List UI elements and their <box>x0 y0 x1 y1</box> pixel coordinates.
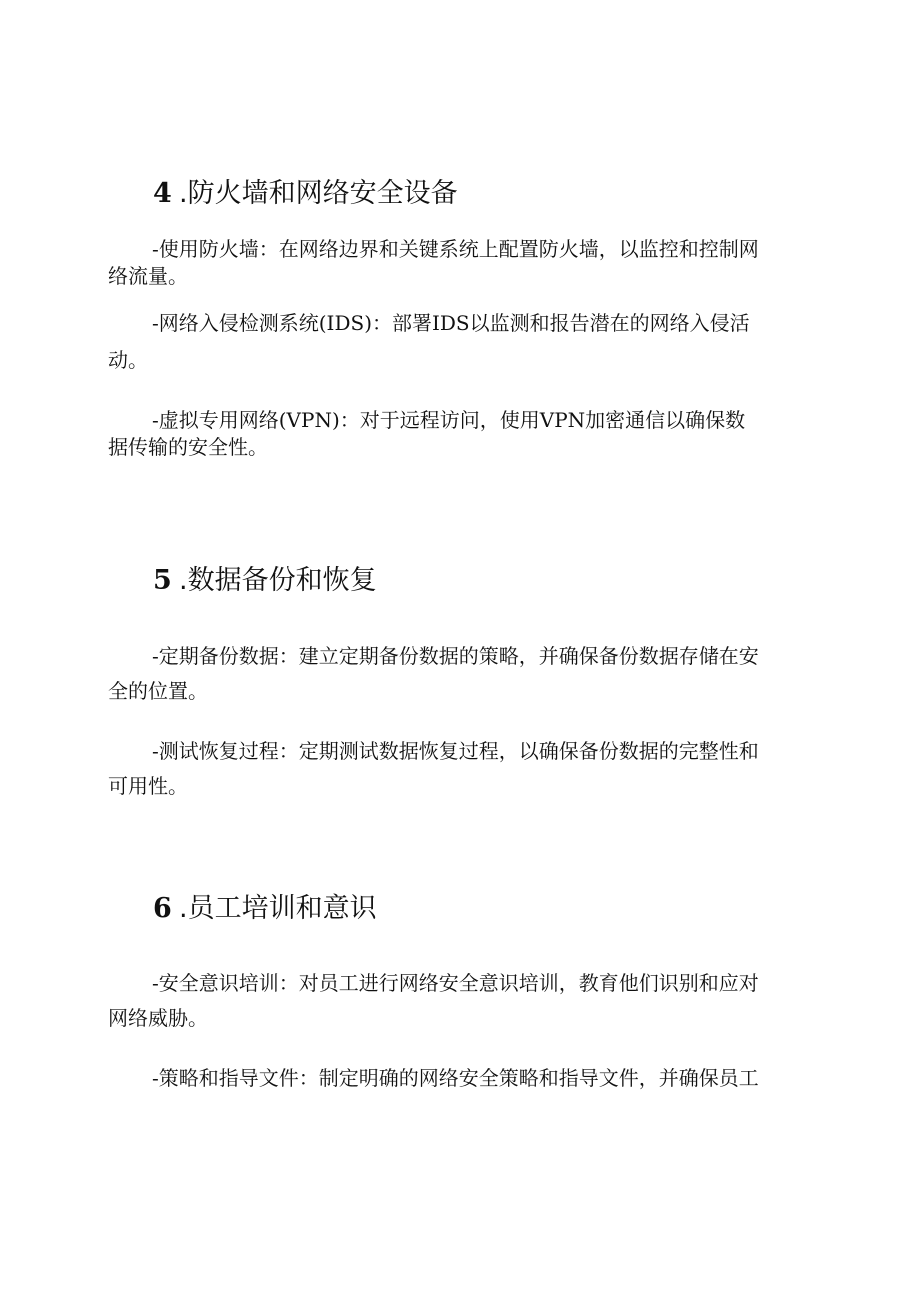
paragraph-firewall <box>108 236 823 290</box>
paragraph-line: 据传输的安全性。 <box>108 435 268 459</box>
section-number: 4 <box>153 178 172 209</box>
paragraph-vpn <box>108 407 823 461</box>
section-title: .数据备份和恢复 <box>179 565 377 596</box>
paragraph-line: -策略和指导文件：制定明确的网络安全策略和指导文件，并确保员工 <box>152 1066 759 1090</box>
section-title: .员工培训和意识 <box>179 893 377 924</box>
paragraph-line: -测试恢复过程：定期测试数据恢复过程，以确保备份数据的完整性和 <box>152 739 759 763</box>
section-heading-4 <box>153 177 458 211</box>
paragraph-line: -使用防火墙：在网络边界和关键系统上配置防火墙，以监控和控制网 <box>152 237 759 261</box>
paragraph-line: -虚拟专用网络(VPN)：对于远程访问，使用VPN加密通信以确保数 <box>152 408 746 432</box>
section-number: 6 <box>153 893 172 924</box>
paragraph-line: -网络入侵检测系统(IDS)：部署IDS以监测和报告潜在的网络入侵活 <box>152 311 750 335</box>
paragraph-line: 网络威胁。 <box>108 1006 208 1030</box>
section-heading-6 <box>153 892 377 926</box>
paragraph-ids <box>108 310 823 374</box>
paragraph-line: -安全意识培训：对员工进行网络安全意识培训，教育他们识别和应对 <box>152 971 759 995</box>
paragraph-restore-test <box>108 738 823 800</box>
paragraph-policy-docs <box>108 1065 823 1092</box>
paragraph-awareness-training <box>108 970 823 1032</box>
section-heading-5 <box>153 564 377 598</box>
section-title: .防火墙和网络安全设备 <box>179 178 458 209</box>
paragraph-line: 络流量。 <box>108 264 188 288</box>
section-number: 5 <box>153 565 172 596</box>
paragraph-line: -定期备份数据：建立定期备份数据的策略，并确保备份数据存储在安 <box>152 644 759 668</box>
paragraph-line: 动。 <box>108 348 148 372</box>
paragraph-backup <box>108 643 823 705</box>
paragraph-line: 全的位置。 <box>108 679 208 703</box>
paragraph-line: 可用性。 <box>108 774 188 798</box>
